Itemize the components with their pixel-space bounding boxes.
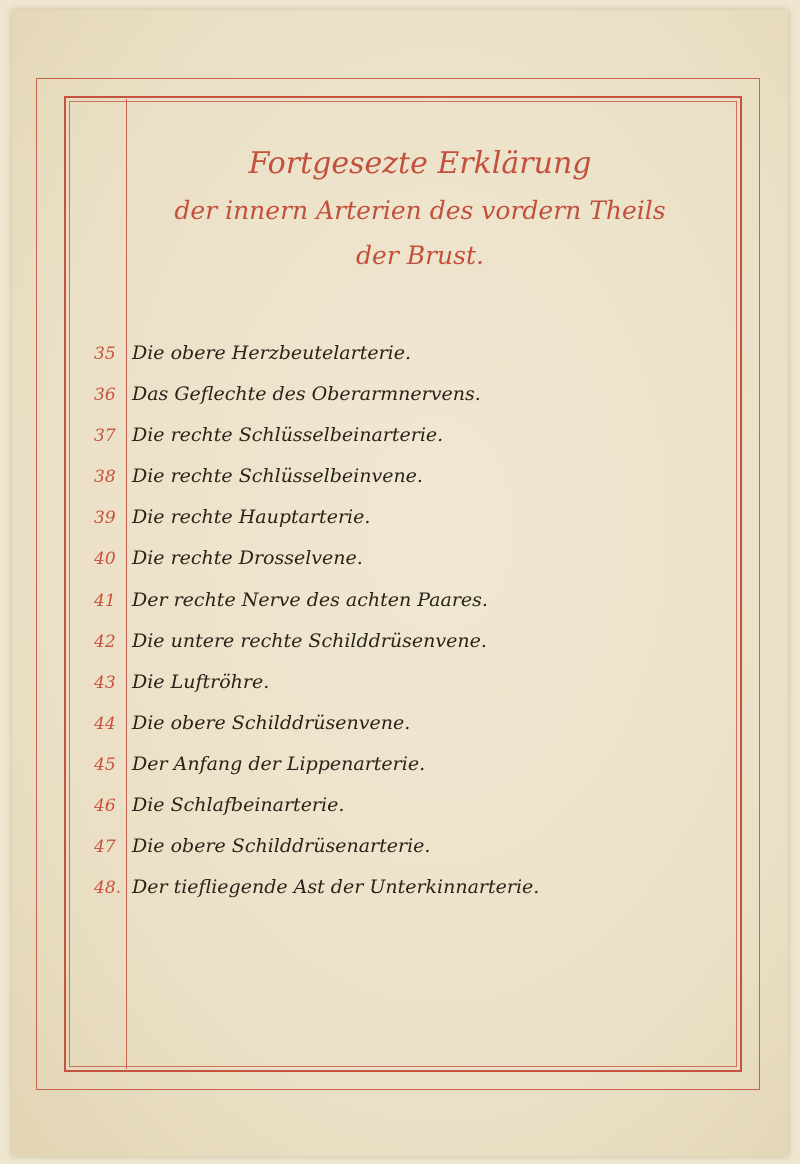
entry-text: Die rechte Drosselvene. <box>132 547 363 570</box>
list-item <box>0 585 740 626</box>
entry-number: 43 <box>94 672 116 693</box>
entry-text: Die Luftröhre. <box>132 670 270 693</box>
heading-line-3: der Brust. <box>356 241 484 270</box>
list-item <box>0 420 740 461</box>
list-item <box>0 667 740 708</box>
heading-line-2: der innern Arterien des vordern Theils <box>174 196 666 225</box>
list-item <box>0 543 740 584</box>
page-heading <box>140 140 700 278</box>
entry-text: Das Geflechte des Oberarmnervens. <box>132 383 481 406</box>
entry-number: 40 <box>94 549 116 570</box>
entry-number: 48. <box>94 878 122 899</box>
entry-text: Die rechte Hauptarterie. <box>132 506 371 529</box>
entry-number: 45 <box>94 754 116 775</box>
list-item <box>0 502 740 543</box>
entry-number: 35 <box>94 344 116 364</box>
entry-text: Der rechte Nerve des achten Paares. <box>132 588 488 611</box>
entry-text: Die Schlafbeinarterie. <box>132 794 345 817</box>
entry-number: 38 <box>94 467 116 488</box>
entry-text: Der tiefliegende Ast der Unterkinnarterie. <box>132 876 540 899</box>
entry-text: Der Anfang der Lippenarterie. <box>132 752 426 775</box>
entry-text: Die rechte Schlüsselbeinvene. <box>132 465 423 488</box>
list-item <box>0 708 740 749</box>
entry-text: Die rechte Schlüsselbeinarterie. <box>132 424 444 447</box>
entry-number: 46 <box>94 796 116 817</box>
entry-text: Die untere rechte Schilddrüsenvene. <box>132 629 487 652</box>
entry-number: 37 <box>94 426 116 447</box>
entry-number: 36 <box>94 385 116 406</box>
entry-number: 44 <box>94 713 116 734</box>
list-item <box>0 461 740 502</box>
entry-number: 41 <box>94 590 116 611</box>
entry-number: 42 <box>94 631 116 652</box>
entry-text: Die obere Herzbeutelarterie. <box>132 342 412 364</box>
list-item <box>0 338 740 379</box>
entry-list <box>0 338 740 913</box>
list-item <box>0 790 740 831</box>
entry-number: 39 <box>94 508 116 529</box>
heading-line-1: Fortgesezte Erklärung <box>248 146 592 181</box>
list-item <box>0 831 740 872</box>
entry-number: 47 <box>94 837 116 858</box>
entry-text: Die obere Schilddrüsenvene. <box>132 711 411 734</box>
list-item <box>0 379 740 420</box>
list-item <box>0 872 740 913</box>
list-item <box>0 749 740 790</box>
entry-text: Die obere Schilddrüsenarterie. <box>132 835 431 858</box>
list-item <box>0 626 740 667</box>
